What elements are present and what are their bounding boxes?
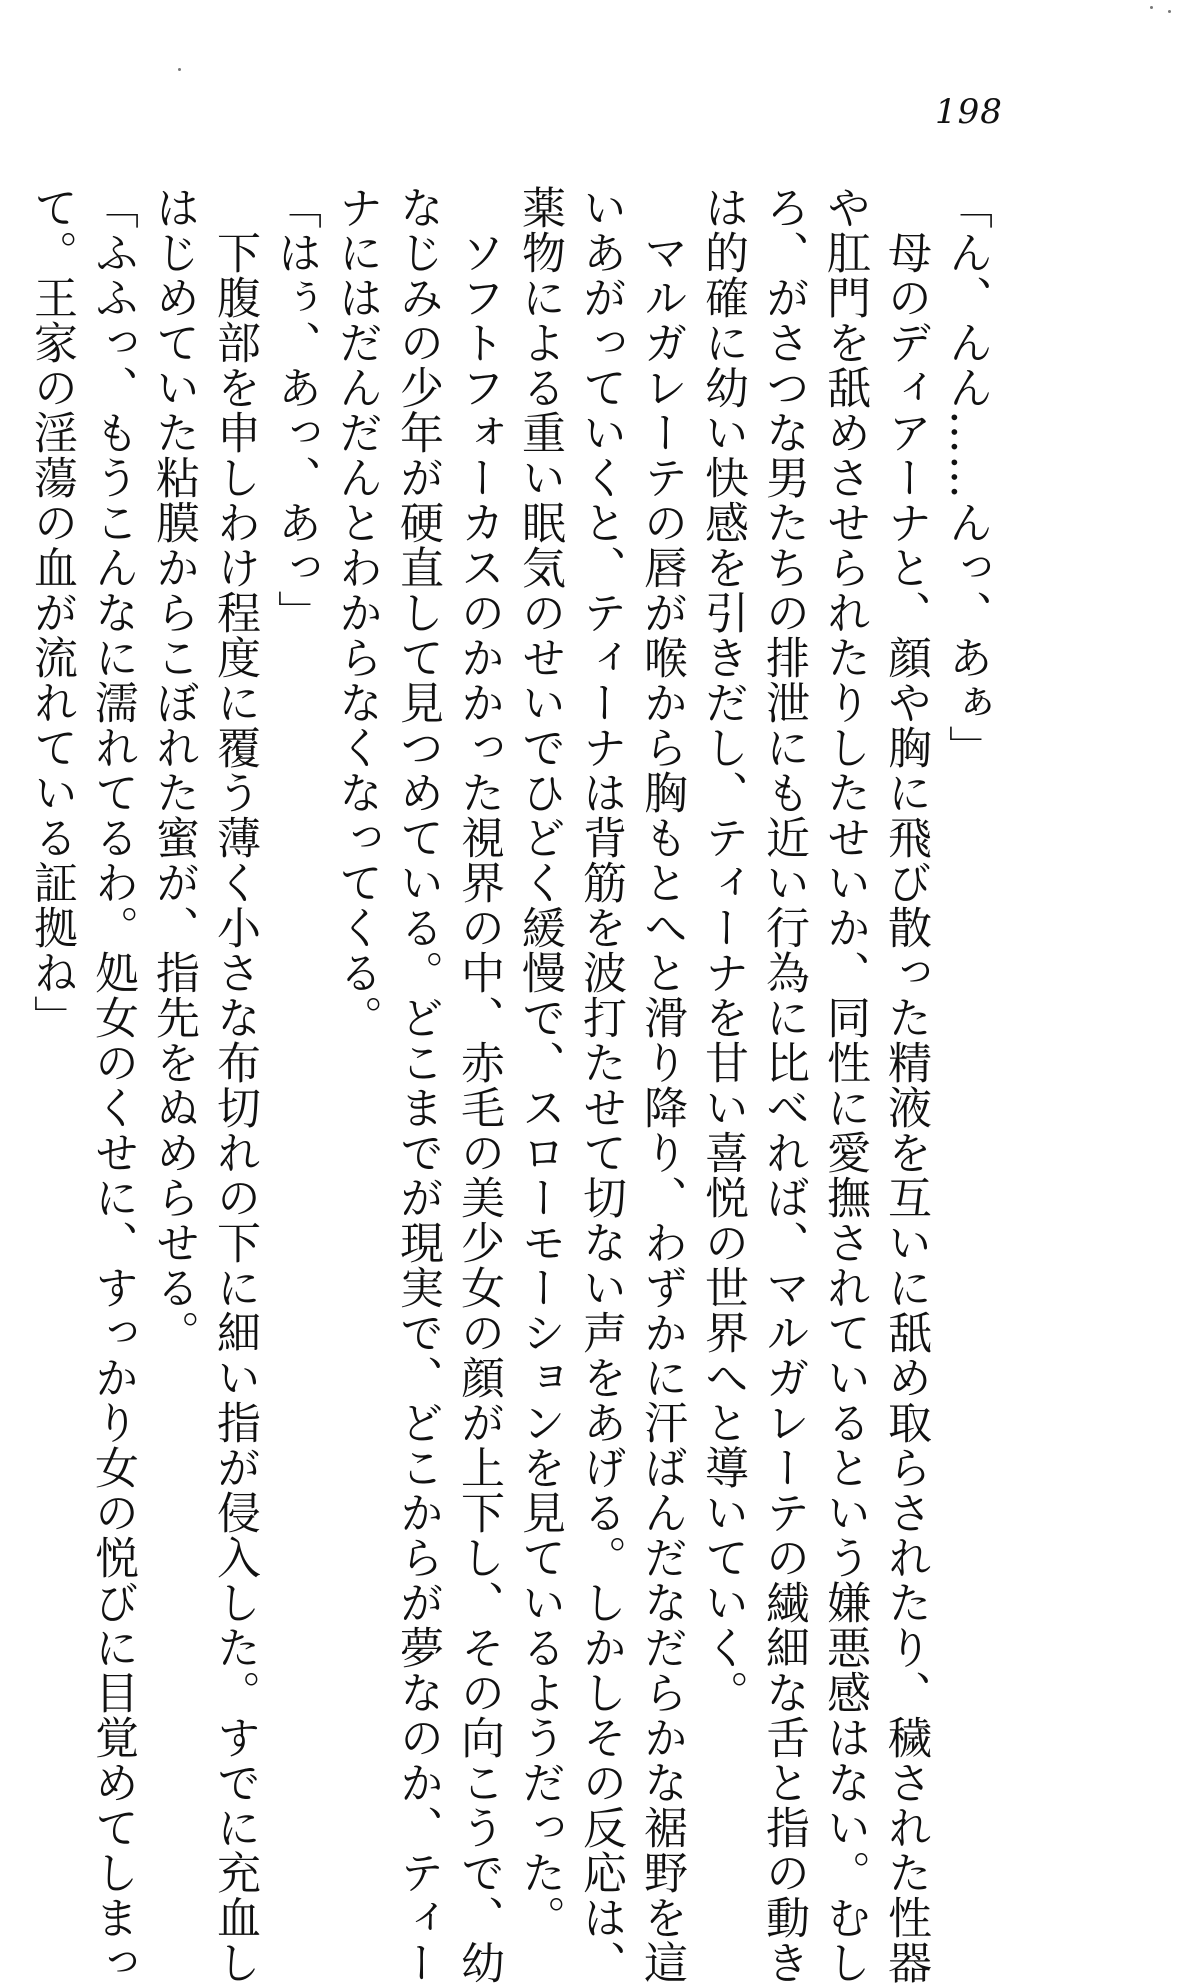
- text-line: 「ん、んん……んっ、あぁ」: [941, 185, 992, 770]
- text-line: いあがっていくと、ティーナは背筋を波打たせて切ない声をあげる。しかしその反応は、: [575, 185, 626, 1985]
- text-line: ソフトフォーカスのかかった視界の中、赤毛の美少女の顔が上下し、その向こうで、幼: [453, 185, 504, 1985]
- text-line: はじめていた粘膜からこぼれた蜜が、指先をぬめらせる。: [148, 185, 199, 1355]
- text-line: 薬物による重い眠気のせいでひどく緩慢で、スローモーションを見ているようだった。: [514, 185, 565, 1940]
- vertical-text-block: [21, 185, 997, 1985]
- page-number: 198: [935, 92, 1003, 132]
- scan-speck: [178, 68, 181, 71]
- text-line: マルガレーテの唇が喉から胸もとへと滑り降り、わずかに汗ばんだなだらかな裾野を這: [636, 185, 687, 1985]
- text-line: 母のディアーナと、顔や胸に飛び散った精液を互いに舐め取らされたり、穢された性器: [880, 185, 931, 1985]
- text-line: 「はぅ、あっ、あっ」: [270, 185, 321, 635]
- text-line: 下腹部を申しわけ程度に覆う薄く小さな布切れの下に細い指が侵入した。すでに充血し: [209, 185, 260, 1985]
- text-line: 「ふふっ、もうこんなに濡れてるわ。処女のくせに、すっかり女の悦びに目覚めてしまっ: [87, 185, 138, 1985]
- scan-speck: [1168, 10, 1171, 13]
- scan-speck: [1150, 6, 1153, 9]
- text-line: は的確に幼い快感を引きだし、ティーナを甘い喜悦の世界へと導いていく。: [697, 185, 748, 1715]
- text-line: て。王家の淫蕩の血が流れている証拠ね」: [26, 185, 77, 1040]
- text-line: ろ、がさつな男たちの排泄にも近い行為に比べれば、マルガレーテの繊細な舌と指の動き: [758, 185, 809, 1985]
- text-line: なじみの少年が硬直して見つめている。どこまでが現実で、どこからが夢なのか、ティー: [392, 185, 443, 1985]
- text-line: ナにはだんだんとわからなくなってくる。: [331, 185, 382, 1040]
- text-line: や肛門を舐めさせられたりしたせいか、同性に愛撫されているという嫌悪感はない。むし: [819, 185, 870, 1985]
